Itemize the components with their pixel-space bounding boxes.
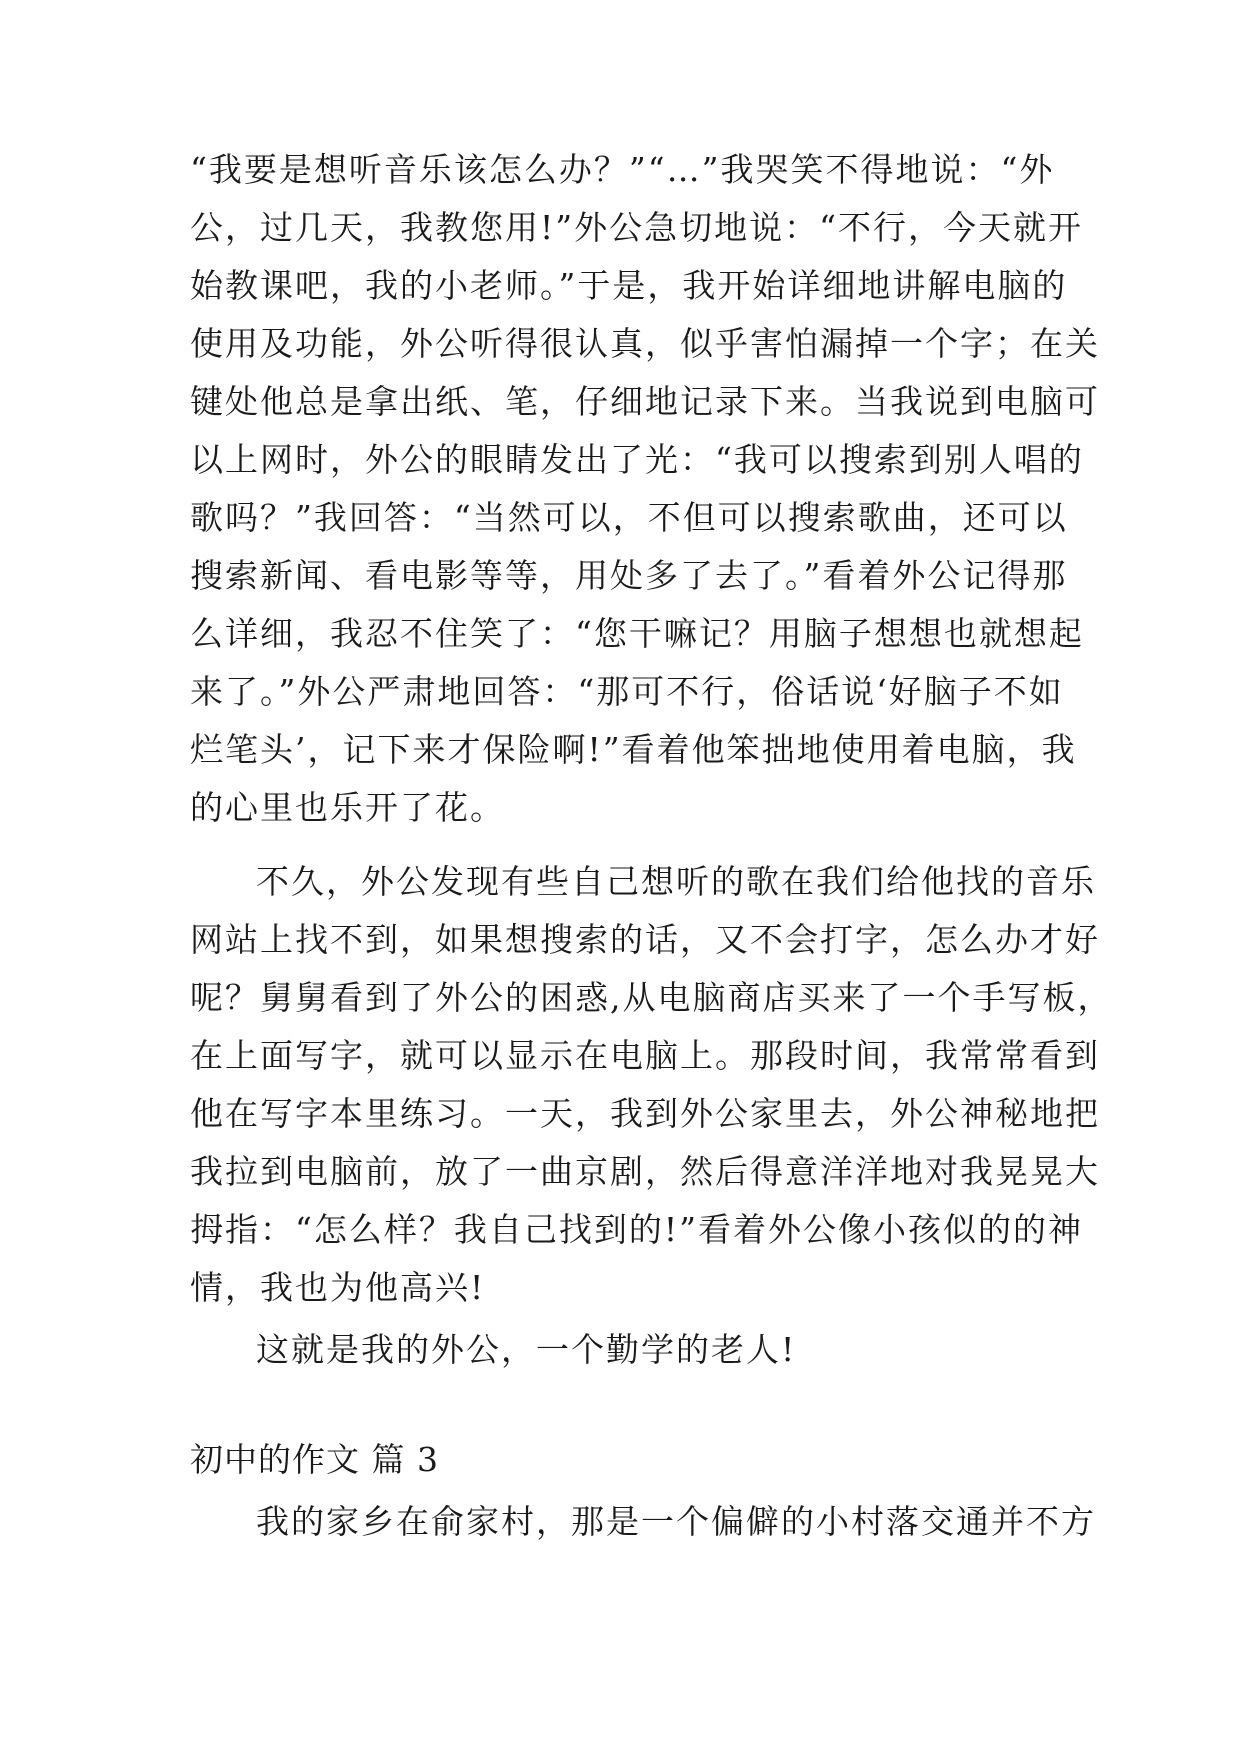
paragraph-line: 呢？舅舅看到了外公的困惑,从电脑商店买来了一个手写板， (190, 978, 1113, 1017)
paragraph-line: 歌吗？”我回答：“当然可以，不但可以搜索歌曲，还可以 (190, 498, 1068, 537)
paragraph-line: 这就是我的外公，一个勤学的老人! (256, 1330, 797, 1369)
paragraph-line: 使用及功能，外公听得很认真，似乎害怕漏掉一个字；在关 (190, 324, 1100, 363)
paragraph-line: 以上网时，外公的眼睛发出了光：“我可以搜索到别人唱的 (190, 440, 1084, 479)
paragraph-line: 在上面写字，就可以显示在电脑上。那段时间，我常常看到 (190, 1036, 1100, 1075)
paragraph-line: 网站上找不到，如果想搜索的话，又不会打字，怎么办才好 (190, 920, 1100, 959)
section-title: 初中的作文 篇 3 (190, 1440, 439, 1479)
paragraph-line: 么详细，我忍不住笑了：“您干嘛记？用脑子想想也就想起 (190, 614, 1084, 653)
paragraph-line: 搜索新闻、看电影等等，用处多了去了。”看着外公记得那 (190, 556, 1068, 595)
paragraph-line: 的心里也乐开了花。 (190, 788, 505, 827)
paragraph-line: 公，过几天，我教您用!”外公急切地说：“不行，今天就开 (190, 208, 1084, 247)
paragraph-line: 始教课吧，我的小老师。”于是，我开始详细地讲解电脑的 (190, 266, 1068, 305)
paragraph-line: 我拉到电脑前，放了一曲京剧，然后得意洋洋地对我晃晃大 (190, 1152, 1100, 1191)
paragraph-line: 我的家乡在俞家村，那是一个偏僻的小村落交通并不方 (256, 1502, 1096, 1541)
paragraph-line: 键处他总是拿出纸、笔，仔细地记录下来。当我说到电脑可 (190, 382, 1100, 421)
paragraph-line: 烂笔头’，记下来才保险啊!”看着他笨拙地使用着电脑，我 (190, 730, 1077, 769)
paragraph-line: 他在写字本里练习。一天，我到外公家里去，外公神秘地把 (190, 1094, 1100, 1133)
paragraph-line: 拇指：“怎么样？我自己找到的!”看着外公像小孩似的的神 (190, 1210, 1084, 1249)
paragraph-line: 不久，外公发现有些自己想听的歌在我们给他找的音乐 (256, 862, 1096, 901)
paragraph-line: 情，我也为他高兴! (190, 1268, 486, 1307)
paragraph-line: 来了。”外公严肃地回答：“那可不行，俗话说‘好脑子不如 (190, 672, 1064, 711)
paragraph-line: “我要是想听音乐该怎么办？”“…”我哭笑不得地说：“外 (190, 150, 1055, 189)
